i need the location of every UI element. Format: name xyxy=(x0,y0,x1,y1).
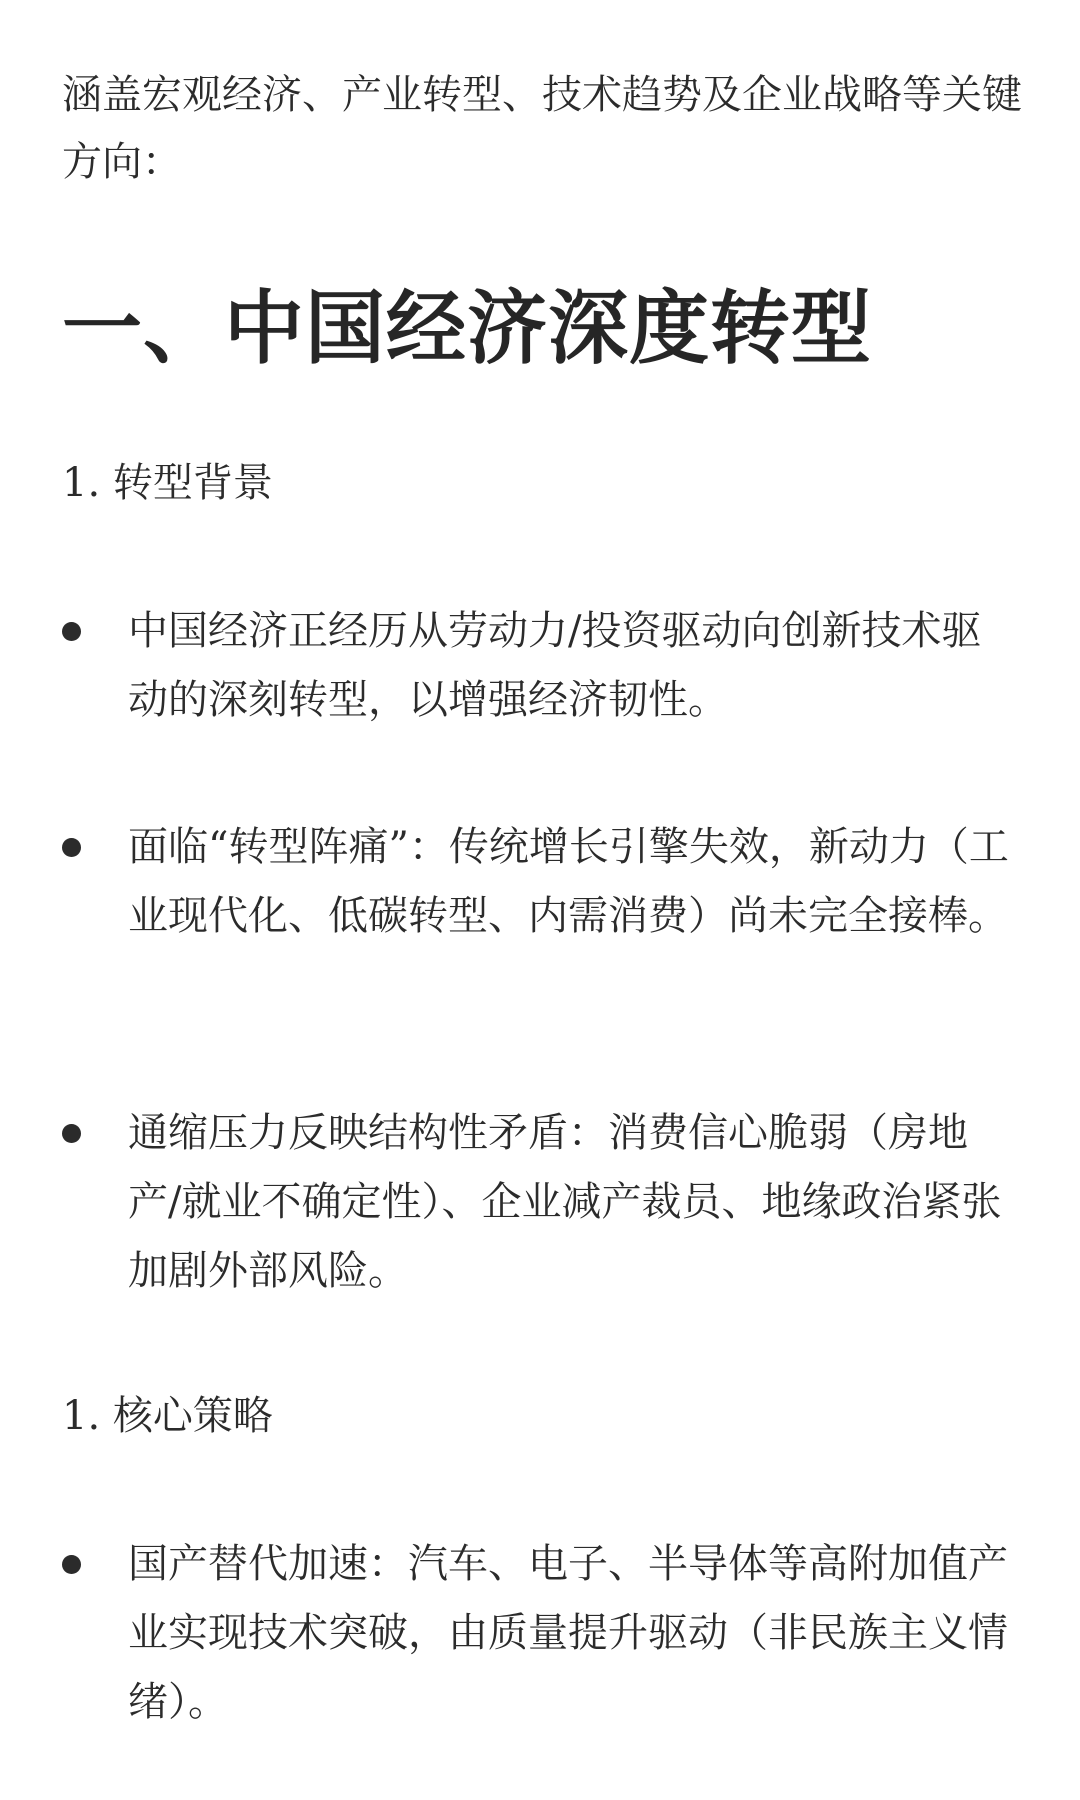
section-title: 一、中国经济深度转型 xyxy=(62,281,872,375)
subsection-heading-strategy: 1. 核心策略 xyxy=(62,1393,273,1439)
bullet-dot-icon xyxy=(62,1555,81,1574)
list-item-text: 通缩压力反映结构性矛盾：消费信心脆弱（房地产/就业不确定性）、企业减产裁员、地缘政治紧张加剧外部风险。 xyxy=(128,1110,1002,1294)
subsection-heading-background: 1. 转型背景 xyxy=(62,460,273,506)
bullet-dot-icon xyxy=(62,622,81,641)
bullet-dot-icon xyxy=(62,1124,81,1143)
list-item-text: 国产替代加速：汽车、电子、半导体等高附加值产业实现技术突破，由质量提升驱动（非民族主义情绪）。 xyxy=(128,1541,1008,1725)
bullet-dot-icon xyxy=(62,838,81,857)
list-item-text: 中国经济正经历从劳动力/投资驱动向创新技术驱动的深刻转型，以增强经济韧性。 xyxy=(128,608,982,723)
list-item-text: 面临“转型阵痛”：传统增长引擎失效，新动力（工业现代化、低碳转型、内需消费）尚未完全接棒。 xyxy=(128,824,1009,939)
intro-paragraph: 涵盖宏观经济、产业转型、技术趋势及企业战略等关键方向： xyxy=(62,72,1022,185)
